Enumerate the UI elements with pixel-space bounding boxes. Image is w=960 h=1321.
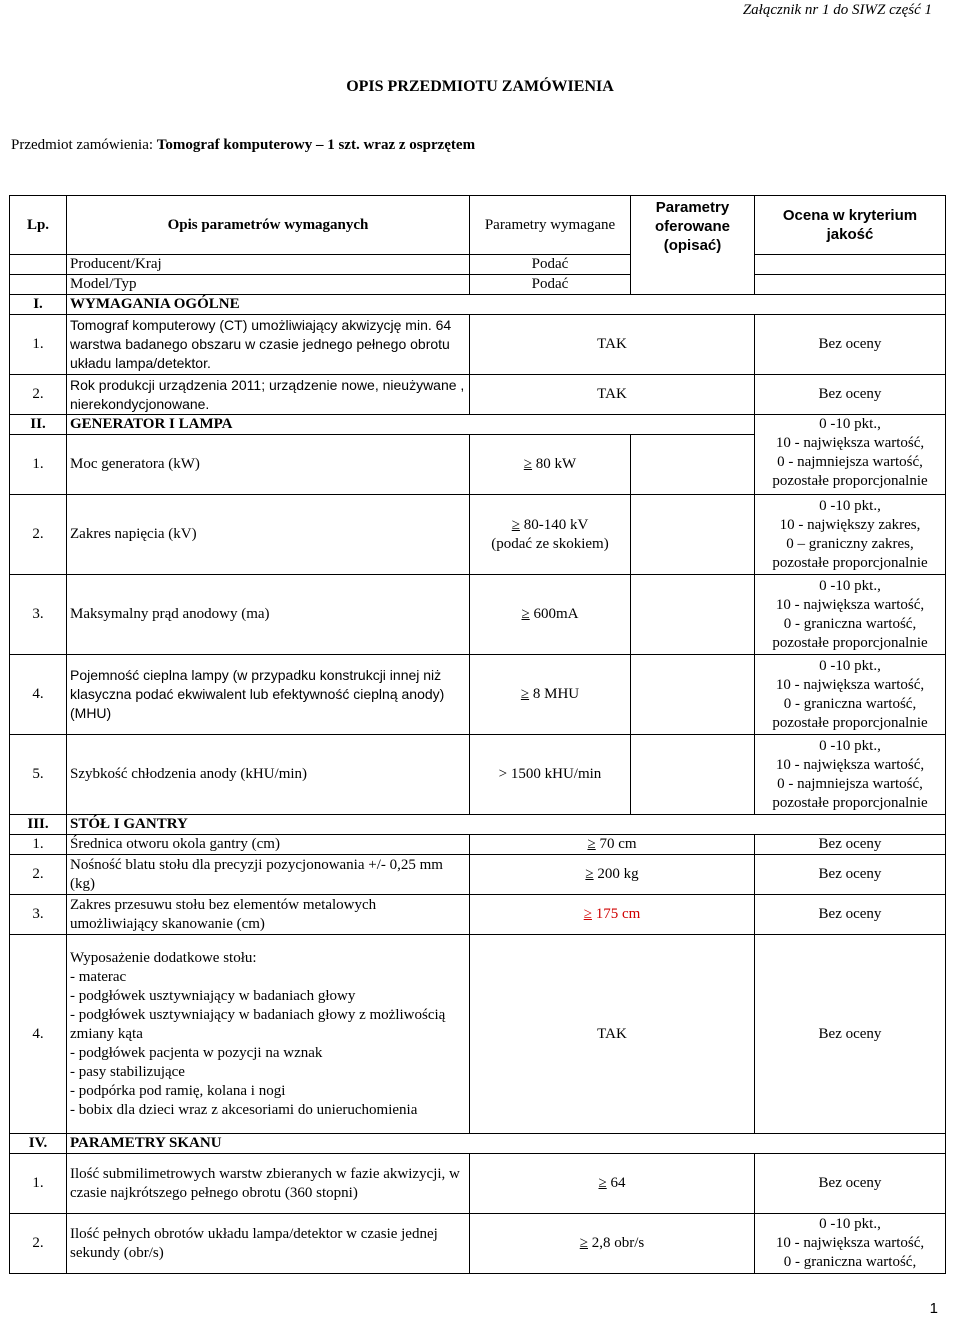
- section-row: [10, 415, 946, 435]
- table-row: 5. Szybkość chłodzenia anody (kHU/min) > 1500 kHU/min 0 -10 pkt., 10 - największa wartość, 0 - najmniejsza wartość, pozostałe proporcjonalnie: [10, 735, 946, 815]
- section-title: STÓŁ I GANTRY: [67, 815, 946, 835]
- row-required: TAK: [470, 935, 755, 1134]
- row-required: ≥ 70 cm: [470, 835, 755, 855]
- section-number: III.: [10, 815, 67, 835]
- row-required: ≥ 80-140 kV (podać ze skokiem): [470, 495, 631, 575]
- row-evaluation: Bez oceny: [755, 895, 946, 935]
- section-number: IV.: [10, 1134, 67, 1154]
- row-description: Szybkość chłodzenia anody (kHU/min): [67, 735, 470, 815]
- specification-table: [9, 195, 946, 1274]
- row-required: TAK: [470, 315, 755, 375]
- row-description: Rok produkcji urządzenia 2011; urządzenie nowe, nieużywane , nierekondycjonowane.: [67, 375, 470, 415]
- row-required: ≥ 200 kg: [470, 855, 755, 895]
- document-title: OPIS PRZEDMIOTU ZAMÓWIENIA: [346, 78, 614, 95]
- row-description: Zakres napięcia (kV): [67, 495, 470, 575]
- section-row: [10, 1134, 946, 1154]
- row-required: ≥ 64: [470, 1154, 755, 1214]
- row-description: Tomograf komputerowy (CT) umożliwiający akwizycję min. 64 warstwa badanego obszaru w czasie jednego pełnego obrotu układu lampa/detektor.: [67, 315, 470, 375]
- row-evaluation: Bez oceny: [755, 855, 946, 895]
- row-description: Wyposażenie dodatkowe stołu: - materac - podgłówek usztywniający w badaniach głowy - podgłówek usztywniający w badaniach głowy z możliwością zmiany kąta - podgłówek pacjenta w pozycji na wznak - pasy stabilizujące - podpórka pod ramię, kolana i nogi - bobix dla dzieci wraz z akcesoriami do unieruchomienia: [67, 935, 470, 1134]
- table-row: [10, 275, 946, 295]
- model-label: Model/Typ: [67, 275, 470, 295]
- row-required: ≥ 175 cm: [470, 895, 755, 935]
- row-evaluation: 0 -10 pkt., 10 - największa wartość, 0 - graniczna wartość,: [755, 1214, 946, 1274]
- page-number: 1: [929, 1300, 938, 1317]
- row-evaluation: Bez oceny: [755, 835, 946, 855]
- table-row: 1. Tomograf komputerowy (CT) umożliwiający akwizycję min. 64 warstwa badanego obszaru w czasie jednego pełnego obrotu układu lampa/detektor. TAK Bez oceny: [10, 315, 946, 375]
- row-required: ≥ 8 MHU: [470, 655, 631, 735]
- row-description: Pojemność cieplna lampy (w przypadku konstrukcji innej niż klasyczna podać ekwiwalent lub efektywność cieplną anody) (MHU): [67, 655, 470, 735]
- table-row: [10, 255, 946, 275]
- row-description: Moc generatora (kW): [67, 435, 470, 495]
- model-required: Podać: [470, 275, 631, 295]
- row-required: ≥ 600mA: [470, 575, 631, 655]
- row-evaluation: 0 -10 pkt., 10 - największa wartość, 0 - graniczna wartość, pozostałe proporcjonalnie: [755, 575, 946, 655]
- header-required: Parametry wymagane: [470, 196, 631, 255]
- row-evaluation: 0 -10 pkt., 10 - największa wartość, 0 - najmniejsza wartość, pozostałe proporcjonalnie: [755, 735, 946, 815]
- table-row: 2. Nośność blatu stołu dla precyzji pozycjonowania +/- 0,25 mm (kg) ≥ 200 kg Bez oceny: [10, 855, 946, 895]
- row-description: Ilość submilimetrowych warstw zbieranych w fazie akwizycji, w czasie najkrótszego pełnego obrotu (360 stopni): [67, 1154, 470, 1214]
- row-required: > 1500 kHU/min: [470, 735, 631, 815]
- table-row: 1. Średnica otworu okola gantry (cm) ≥ 70 cm Bez oceny: [10, 835, 946, 855]
- row-required: ≥ 2,8 obr/s: [470, 1214, 755, 1274]
- table-row: 3. Zakres przesuwu stołu bez elementów metalowych umożliwiający skanowanie (cm) ≥ 175 cm Bez oceny: [10, 895, 946, 935]
- section-row: [10, 815, 946, 835]
- row-description: Średnica otworu okola gantry (cm): [67, 835, 470, 855]
- header-description: Opis parametrów wymaganych: [67, 196, 470, 255]
- row-description: Zakres przesuwu stołu bez elementów metalowych umożliwiający skanowanie (cm): [67, 895, 470, 935]
- annex-note: Załącznik nr 1 do SIWZ część 1: [742, 2, 932, 18]
- row-required: TAK: [470, 375, 755, 415]
- row-description: Nośność blatu stołu dla precyzji pozycjonowania +/- 0,25 mm (kg): [67, 855, 470, 895]
- table-row: 1. Ilość submilimetrowych warstw zbieranych w fazie akwizycji, w czasie najkrótszego pełnego obrotu (360 stopni) ≥ 64 Bez oceny: [10, 1154, 946, 1214]
- header-offered: Parametry oferowane (opisać): [631, 196, 755, 295]
- order-subject: [11, 137, 475, 154]
- producer-required: Podać: [470, 255, 631, 275]
- row-description: Maksymalny prąd anodowy (ma): [67, 575, 470, 655]
- section-title: GENERATOR I LAMPA: [67, 415, 755, 435]
- row-evaluation: Bez oceny: [755, 315, 946, 375]
- table-row: 3. Maksymalny prąd anodowy (ma) ≥ 600mA 0 -10 pkt., 10 - największa wartość, 0 - graniczna wartość, pozostałe proporcjonalnie: [10, 575, 946, 655]
- row-evaluation: Bez oceny: [755, 935, 946, 1134]
- header-evaluation: Ocena w kryterium jakość: [755, 196, 946, 255]
- section-title: WYMAGANIA OGÓLNE: [67, 295, 946, 315]
- section-title: PARAMETRY SKANU: [67, 1134, 946, 1154]
- table-row: 2. Ilość pełnych obrotów układu lampa/detektor w czasie jednej sekundy (obr/s) ≥ 2,8 obr/s 0 -10 pkt., 10 - największa wartość, 0 - graniczna wartość,: [10, 1214, 946, 1274]
- row-evaluation: Bez oceny: [755, 1154, 946, 1214]
- table-row: 2. Zakres napięcia (kV) ≥ 80-140 kV (podać ze skokiem) 0 -10 pkt., 10 - największy zakres, 0 – graniczny zakres, pozostałe proporcjonalnie: [10, 495, 946, 575]
- header-lp: Lp.: [10, 196, 67, 255]
- section-number: I.: [10, 295, 67, 315]
- row-evaluation: 0 -10 pkt., 10 - największa wartość, 0 - najmniejsza wartość, pozostałe proporcjonalnie: [755, 415, 946, 495]
- row-description: Ilość pełnych obrotów układu lampa/detektor w czasie jednej sekundy (obr/s): [67, 1214, 470, 1274]
- table-row: 1. Moc generatora (kW) ≥ 80 kW: [10, 435, 946, 495]
- row-evaluation: Bez oceny: [755, 375, 946, 415]
- row-required: ≥ 80 kW: [470, 435, 631, 495]
- table-row: 4. Wyposażenie dodatkowe stołu: - materac - podgłówek usztywniający w badaniach głowy - podgłówek usztywniający w badaniach głowy z możliwością zmiany kąta - podgłówek pacjenta w pozycji na wznak - pasy stabilizujące - podpórka pod ramię, kolana i nogi - bobix dla dzieci wraz z akcesoriami do unieruchomienia TAK Bez oceny: [10, 935, 946, 1134]
- row-evaluation: 0 -10 pkt., 10 - największy zakres, 0 – graniczny zakres, pozostałe proporcjonalnie: [755, 495, 946, 575]
- order-subject-label: Przedmiot zamówienia:: [11, 137, 157, 153]
- table-row: 4. Pojemność cieplna lampy (w przypadku konstrukcji innej niż klasyczna podać ekwiwalent lub efektywność cieplną anody) (MHU) ≥ 8 MHU 0 -10 pkt., 10 - największa wartość, 0 - graniczna wartość, pozostałe proporcjonalnie: [10, 655, 946, 735]
- order-subject-value: Tomograf komputerowy – 1 szt. wraz z osprzętem: [156, 137, 476, 153]
- section-number: II.: [10, 415, 67, 435]
- section-row: [10, 295, 946, 315]
- table-header-row: [10, 196, 946, 255]
- producer-label: Producent/Kraj: [67, 255, 470, 275]
- table-row: 2. Rok produkcji urządzenia 2011; urządzenie nowe, nieużywane , nierekondycjonowane. TAK Bez oceny: [10, 375, 946, 415]
- row-evaluation: 0 -10 pkt., 10 - największa wartość, 0 - graniczna wartość, pozostałe proporcjonalnie: [755, 655, 946, 735]
